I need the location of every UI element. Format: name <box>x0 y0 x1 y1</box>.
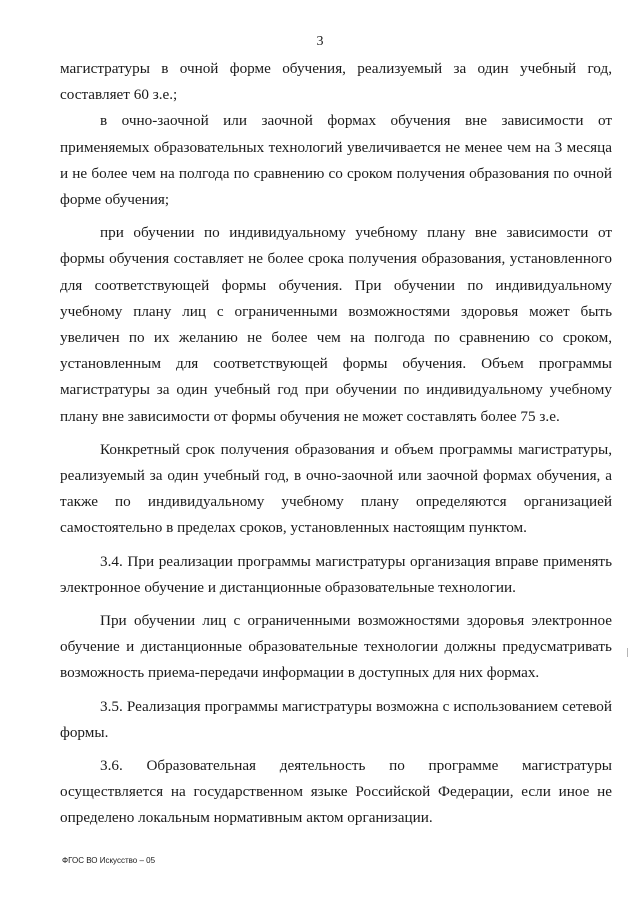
document-body <box>60 56 612 832</box>
paragraph-6: При обучении лиц с ограниченными возможностями здоровья электронное обучение и дистанционные образовательные технологии должны предусматривать возможность приема-передачи информации в доступных для них формах. <box>60 612 612 682</box>
paragraph-2: в очно-заочной или заочной формах обучения вне зависимости от применяемых образовательных технологий увеличивается не менее чем на 3 месяца и не более чем на полгода по сравнению со сроком получения образования по очной форме обучения; <box>60 112 612 209</box>
paragraph-3: при обучении по индивидуальному учебному плану вне зависимости от формы обучения составляет не более срока получения образования, установленного для соответствующей формы обучения. При обучении по индивидуальному учебному плану лиц с ограниченными возможностями здоровья может быть увеличен по их желанию не более чем на полгода по сравнению со сроком, установленным для соответствующей формы обучения. Объем программы магистратуры за один учебный год при обучении по индивидуальному учебному плану вне зависимости от формы обучения не может составлять более 75 з.е. <box>60 224 612 425</box>
paragraph-8: 3.6. Образовательная деятельность по программе магистратуры осуществляется на государственном языке Российской Федерации, если иное не определено локальным нормативным актом организации. <box>60 757 612 827</box>
page-number: 3 <box>316 34 324 49</box>
paragraph-4: Конкретный срок получения образования и объем программы магистратуры, реализуемый за один учебный год, в очно-заочной или заочной формах обучения, а также по индивидуальному учебному плану определяются организацией самостоятельно в пределах сроков, установленных настоящим пунктом. <box>60 440 612 537</box>
scan-mark <box>627 648 628 657</box>
paragraph-1: магистратуры в очной форме обучения, реализуемый за один учебный год, составляет 60 з.е.; <box>60 60 612 104</box>
paragraph-7: 3.5. Реализация программы магистратуры возможна с использованием сетевой формы. <box>60 697 612 741</box>
page-footer: ФГОС ВО Искусство – 05 <box>62 856 156 865</box>
paragraph-5: 3.4. При реализации программы магистратуры организация вправе применять электронное обучение и дистанционные образовательные технологии. <box>60 552 612 596</box>
